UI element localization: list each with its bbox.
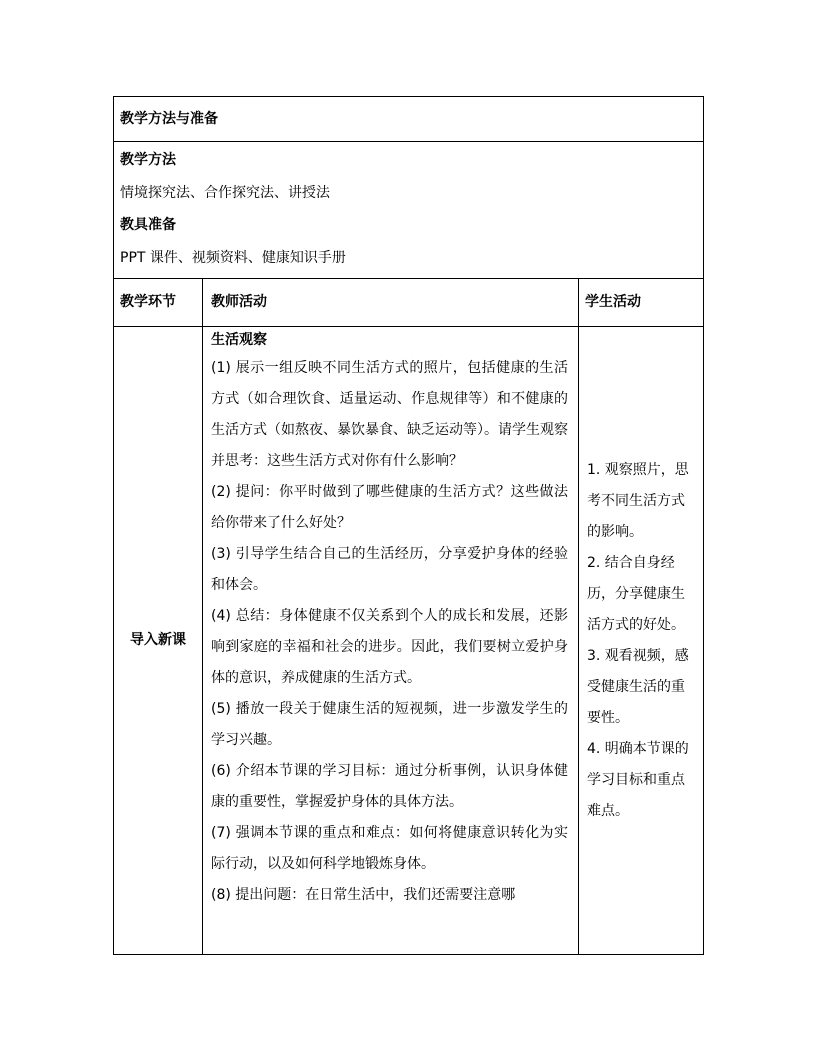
prep-title-row: [114, 97, 704, 142]
teacher-item-3: (3) 引导学生结合自己的生活经历，分享爱护身体的经验和体会。: [211, 546, 568, 593]
intro-row: [114, 327, 704, 955]
student-activity-cell: [579, 327, 704, 955]
prep-content: [114, 142, 704, 279]
tools-text: PPT 课件、视频资料、健康知识手册: [120, 249, 346, 266]
prep-title: 教学方法与准备: [114, 97, 704, 142]
teacher-item-8: (8) 提出问题：在日常生活中，我们还需要注意哪: [211, 887, 516, 903]
teacher-item-2: (2) 提问：你平时做到了哪些健康的生活方式？这些做法给你带来了什么好处？: [211, 484, 568, 531]
student-item-1: 1. 观察照片，思考不同生活方式的影响。: [587, 462, 689, 540]
prep-content-row: [114, 142, 704, 279]
section-title: 生活观察: [211, 332, 267, 348]
tools-heading: 教具准备: [120, 217, 176, 233]
stage-label: 导入新课: [114, 327, 203, 955]
student-item-2: 2. 结合自身经历，分享健康生活方式的好处。: [587, 555, 685, 633]
teacher-activity-cell: [203, 327, 579, 955]
column-header-teacher: 教师活动: [203, 279, 579, 327]
lesson-plan-table: [113, 96, 704, 955]
method-text: 情境探究法、合作探究法、讲授法: [120, 184, 330, 201]
teacher-item-6: (6) 介绍本节课的学习目标：通过分析事例，认识身体健康的重要性，掌握爱护身体的具体方法。: [211, 763, 568, 810]
teacher-item-1: (1) 展示一组反映不同生活方式的照片，包括健康的生活方式（如合理饮食、适量运动、作息规律等）和不健康的生活方式（如熬夜、暴饮暴食、缺乏运动等）。请学生观察并思考：这些生活方式对你有什么影响？: [211, 360, 568, 469]
teacher-item-4: (4) 总结：身体健康不仅关系到个人的成长和发展，还影响到家庭的幸福和社会的进步。因此，我们要树立爱护身体的意识，养成健康的生活方式。: [211, 608, 568, 686]
student-item-3: 3. 观看视频，感受健康生活的重要性。: [587, 648, 689, 726]
column-header-row: [114, 279, 704, 327]
student-item-4: 4. 明确本节课的学习目标和重点难点。: [587, 741, 689, 819]
column-header-student: 学生活动: [579, 279, 704, 327]
method-heading: 教学方法: [120, 152, 176, 168]
column-header-stage: 教学环节: [114, 279, 203, 327]
teacher-item-5: (5) 播放一段关于健康生活的短视频，进一步激发学生的学习兴趣。: [211, 701, 568, 748]
teacher-item-7: (7) 强调本节课的重点和难点：如何将健康意识转化为实际行动，以及如何科学地锻炼身体。: [211, 825, 568, 872]
